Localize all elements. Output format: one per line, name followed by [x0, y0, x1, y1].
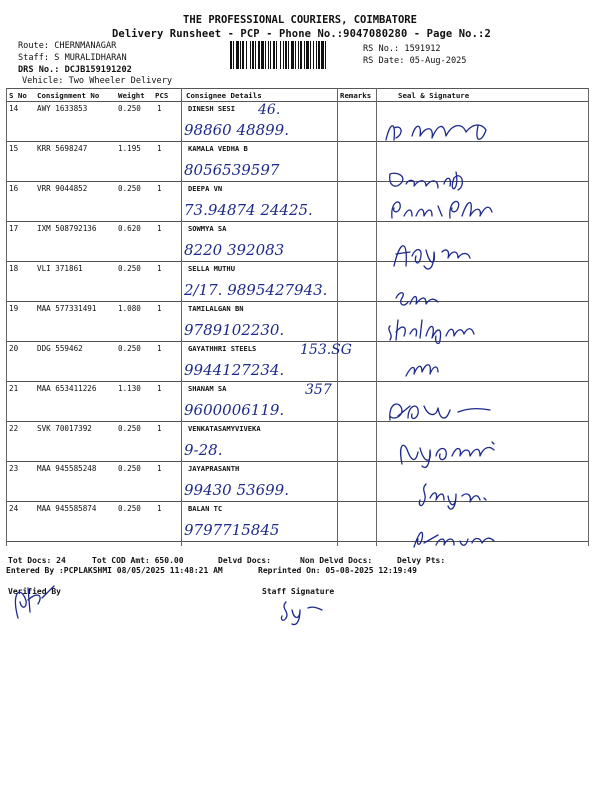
verified-by-label: Verified By [8, 587, 61, 596]
rs-date: RS Date: 05-Aug-2025 [363, 56, 467, 66]
row-sno: 16 [9, 184, 19, 193]
row-sno: 19 [9, 304, 19, 313]
row-weight: 0.250 [118, 264, 141, 273]
col-header-consignment: Consignment No [37, 91, 100, 100]
row-consignee-name: SELLA MUTHU [188, 264, 235, 273]
signature-row-19 [384, 316, 480, 344]
row-handwritten-phone: 8220 392083 [184, 241, 285, 259]
row-handwritten-phone: 98860 48899. [184, 121, 289, 139]
row-pcs: 1 [157, 384, 162, 393]
row-pcs: 1 [157, 104, 162, 113]
row-consignment-no: MAA 577331491 [37, 304, 97, 313]
table-top-border [6, 88, 588, 89]
row-sno: 17 [9, 224, 19, 233]
row-handwritten-phone: 9600006119. [184, 401, 285, 419]
row-consignment-no: IXM 508792136 [37, 224, 97, 233]
rs-number: RS No.: 1591912 [363, 44, 441, 54]
col-header-sno: S No [9, 91, 27, 100]
row-consignee-name: BALAN TC [188, 504, 223, 513]
consignee-col-divider [181, 88, 182, 546]
signature-row-16 [388, 194, 498, 226]
row-divider [6, 421, 588, 422]
staff-label: Staff: S MURALIDHARAN [18, 53, 127, 63]
row-pcs: 1 [157, 464, 162, 473]
row-weight: 0.250 [118, 184, 141, 193]
signature-row-14 [382, 116, 502, 146]
signature-row-24 [410, 525, 500, 551]
col-header-pcs: PCS [155, 91, 169, 100]
row-divider [6, 541, 588, 542]
row-divider [6, 381, 588, 382]
row-sno: 15 [9, 144, 19, 153]
reprinted-on: Reprinted On: 05-08-2025 12:19:49 [258, 566, 417, 575]
signature-col-divider [376, 88, 377, 546]
verifier-signature [8, 582, 58, 622]
total-cod-amount: Tot COD Amt: 650.00 [92, 556, 184, 565]
row-handwritten-phone: 9797715845 [184, 521, 280, 539]
barcode [230, 41, 360, 69]
row-handwritten-phone: 99430 53699. [184, 481, 289, 499]
row-handwritten-note: 46. [258, 102, 281, 118]
barcode-bar [326, 41, 328, 69]
row-weight: 0.250 [118, 464, 141, 473]
total-docs: Tot Docs: 24 [8, 556, 66, 565]
signature-row-20 [402, 358, 442, 382]
signature-row-15 [386, 166, 496, 194]
remarks-col-divider [337, 88, 338, 546]
row-consignee-name: JAYAPRASANTH [188, 464, 240, 473]
signature-row-21 [384, 396, 494, 426]
row-consignee-name: DINESH SESI [188, 104, 235, 113]
runsheet-subtitle: Delivery Runsheet - PCP - Phone No.:9047080280 - Page No.:2 [112, 28, 491, 40]
row-consignment-no: SVK 70017392 [37, 424, 92, 433]
row-pcs: 1 [157, 344, 162, 353]
row-sno: 23 [9, 464, 19, 473]
row-handwritten-phone: 9-28. [184, 441, 223, 459]
col-header-weight: Weight [118, 91, 145, 100]
col-header-remarks: Remarks [340, 91, 372, 100]
non-delivered-docs: Non Delvd Docs: [300, 556, 373, 565]
row-sno: 21 [9, 384, 19, 393]
row-consignment-no: MAA 945585874 [37, 504, 97, 513]
staff-signature-label: Staff Signature [262, 587, 335, 596]
row-consignment-no: VLI 371861 [37, 264, 83, 273]
row-consignment-no: MAA 945585248 [37, 464, 97, 473]
row-consignee-name: SHANAM SA [188, 384, 227, 393]
row-handwritten-phone: 8056539597 [184, 161, 280, 179]
signature-row-22 [396, 436, 506, 470]
header-bottom-border [6, 101, 588, 102]
row-weight: 0.250 [118, 344, 141, 353]
row-handwritten-phone: 9789102230. [184, 321, 285, 339]
row-pcs: 1 [157, 264, 162, 273]
row-divider [6, 181, 588, 182]
table-right-border [588, 88, 589, 546]
row-consignee-name: VENKATASAMYVIVEKA [188, 424, 261, 433]
row-pcs: 1 [157, 144, 162, 153]
row-weight: 0.250 [118, 504, 141, 513]
signature-row-17 [390, 236, 480, 270]
row-weight: 0.250 [118, 104, 141, 113]
row-handwritten-note: 153.SG [300, 342, 352, 358]
row-handwritten-phone: 2/17. 9895427943. [184, 281, 328, 299]
company-title: THE PROFESSIONAL COURIERS, COIMBATORE [183, 14, 417, 26]
route-label: Route: CHERNMANAGAR [18, 41, 117, 51]
row-consignment-no: DDG 559462 [37, 344, 83, 353]
row-handwritten-phone: 73.94874 24425. [184, 201, 313, 219]
staff-signature [278, 598, 328, 626]
row-weight: 1.195 [118, 144, 141, 153]
row-pcs: 1 [157, 304, 162, 313]
row-consignee-name: GAYATHHRI STEELS [188, 344, 257, 353]
col-header-signature: Seal & Signature [398, 91, 470, 100]
row-handwritten-note: 357 [305, 382, 332, 398]
row-consignment-no: VRR 9044852 [37, 184, 88, 193]
row-divider [6, 501, 588, 502]
delivered-docs: Delvd Docs: [218, 556, 271, 565]
row-divider [6, 301, 588, 302]
row-weight: 1.130 [118, 384, 141, 393]
row-pcs: 1 [157, 224, 162, 233]
row-consignment-no: KRR 5698247 [37, 144, 88, 153]
row-sno: 20 [9, 344, 19, 353]
col-header-consignee: Consignee Details [186, 91, 262, 100]
row-weight: 1.080 [118, 304, 141, 313]
row-consignee-name: DEEPA VN [188, 184, 223, 193]
signature-row-18 [392, 288, 452, 310]
row-consignment-no: MAA 653411226 [37, 384, 97, 393]
row-sno: 24 [9, 504, 19, 513]
delivery-points: Delvy Pts: [397, 556, 446, 565]
row-weight: 0.250 [118, 424, 141, 433]
row-divider [6, 341, 588, 342]
row-consignee-name: TAMILALGAN BN [188, 304, 244, 313]
row-pcs: 1 [157, 184, 162, 193]
row-divider [6, 221, 588, 222]
row-divider [6, 261, 588, 262]
row-weight: 0.620 [118, 224, 141, 233]
row-sno: 14 [9, 104, 19, 113]
row-consignee-name: KAMALA VEDHA B [188, 144, 248, 153]
row-handwritten-phone: 9944127234. [184, 361, 285, 379]
row-sno: 22 [9, 424, 19, 433]
row-sno: 18 [9, 264, 19, 273]
row-consignment-no: AWY 1633853 [37, 104, 88, 113]
row-pcs: 1 [157, 504, 162, 513]
row-consignee-name: SOWMYA SA [188, 224, 227, 233]
row-pcs: 1 [157, 424, 162, 433]
table-left-border [6, 88, 7, 546]
drs-number: DRS No.: DCJB159191202 [18, 65, 132, 75]
vehicle-label: Vehicle: Two Wheeler Delivery [22, 76, 173, 86]
entered-by: Entered By :PCPLAKSHMI 08/05/2025 11:48:21 AM [6, 566, 223, 575]
signature-row-23 [416, 480, 496, 510]
